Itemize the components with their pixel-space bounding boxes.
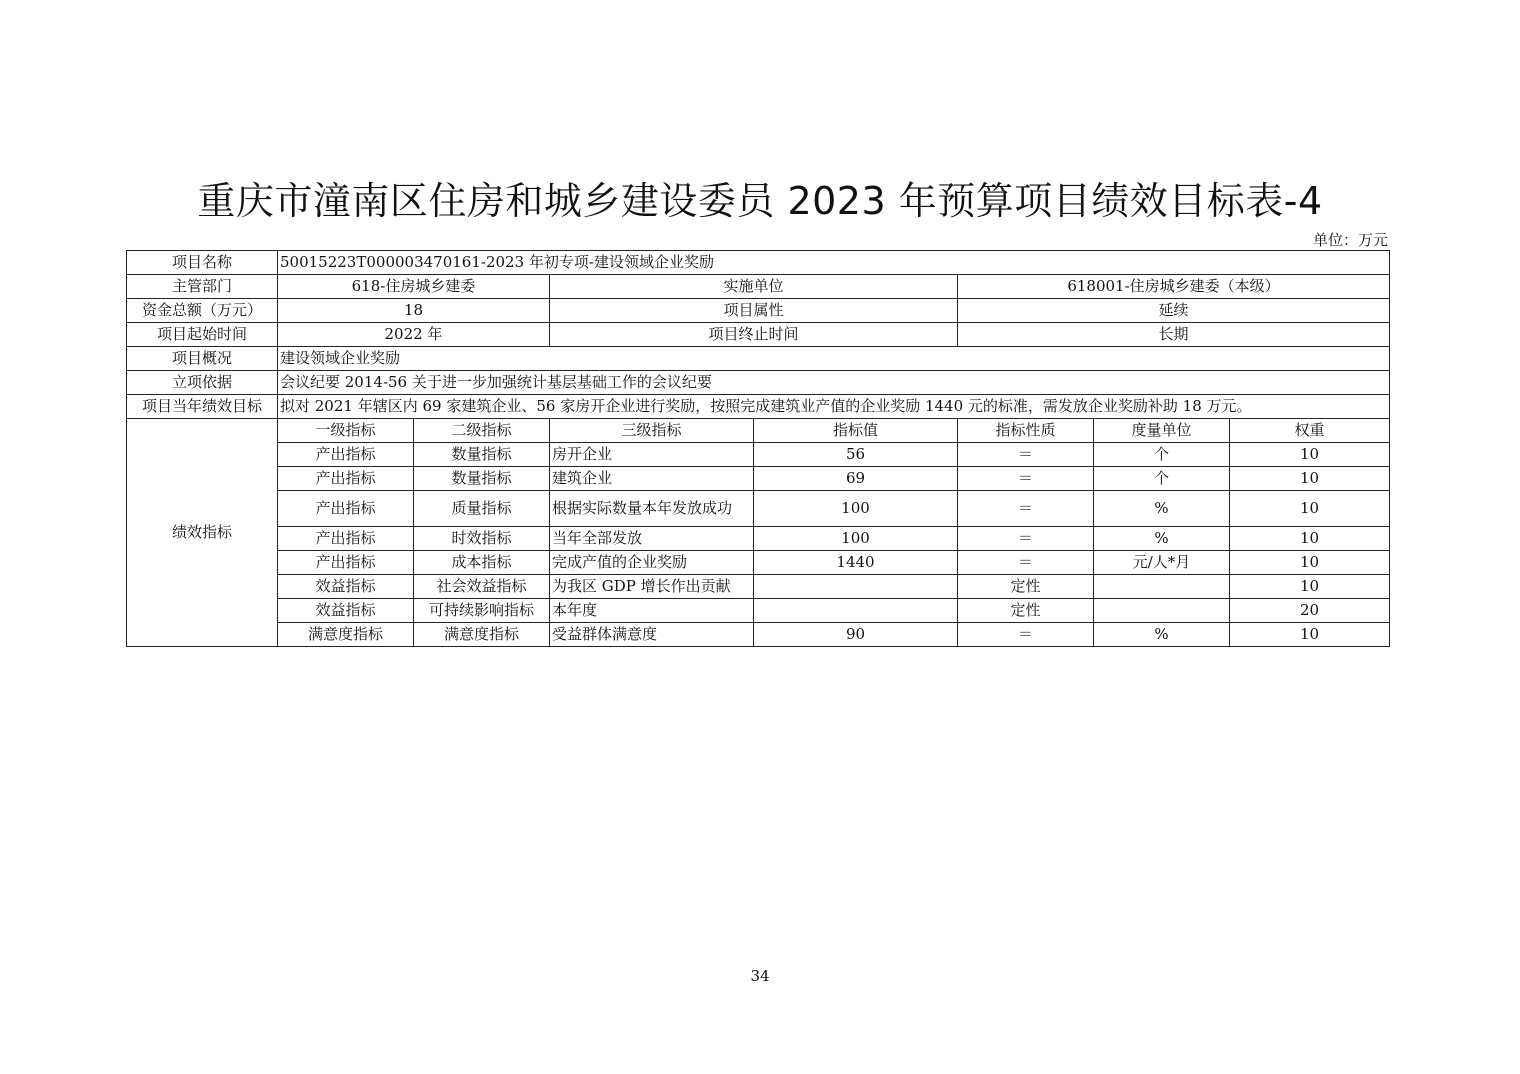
indicator-level1: 产出指标 [278,551,414,575]
goal-label: 项目当年绩效目标 [127,395,278,419]
indicator-weight: 10 [1230,623,1390,647]
indicator-value: 100 [754,491,958,527]
indicator-value: 69 [754,467,958,491]
indicator-unit: % [1094,527,1230,551]
indicator-level1: 产出指标 [278,491,414,527]
table-row [127,323,1390,347]
indicator-level3: 当年全部发放 [550,527,754,551]
indicator-value: 56 [754,443,958,467]
indicator-unit [1094,575,1230,599]
indicator-unit: % [1094,623,1230,647]
indicator-value: 100 [754,527,958,551]
indicator-nature: 定性 [958,575,1094,599]
dept-value: 618-住房城乡建委 [278,275,550,299]
indicator-value [754,599,958,623]
impl-value: 618001-住房城乡建委（本级） [958,275,1390,299]
indicators-section-label: 绩效指标 [127,419,278,647]
start-label: 项目起始时间 [127,323,278,347]
indicator-nature: ＝ [958,491,1094,527]
header-value: 指标值 [754,419,958,443]
overview-label: 项目概况 [127,347,278,371]
attr-label: 项目属性 [550,299,958,323]
indicator-level2: 社会效益指标 [414,575,550,599]
indicator-nature: ＝ [958,623,1094,647]
project-name-value: 50015223T000003470161-2023 年初专项-建设领域企业奖励 [278,251,1390,275]
page-number: 34 [750,967,770,985]
indicator-value: 90 [754,623,958,647]
dept-label: 主管部门 [127,275,278,299]
unit-label: 单位：万元 [1312,231,1388,249]
end-value: 长期 [958,323,1390,347]
indicator-level3: 完成产值的企业奖励 [550,551,754,575]
table-row [127,275,1390,299]
indicator-row [127,443,1390,467]
basis-label: 立项依据 [127,371,278,395]
indicator-weight: 10 [1230,443,1390,467]
indicator-weight: 10 [1230,551,1390,575]
header-nature: 指标性质 [958,419,1094,443]
indicator-unit: 个 [1094,443,1230,467]
goal-value: 拟对 2021 年辖区内 69 家建筑企业、56 家房开企业进行奖励，按照完成建筑业产值的企业奖励 1440 元的标准，需发放企业奖励补助 18 万元。 [278,395,1390,419]
indicator-nature: ＝ [958,551,1094,575]
indicator-row [127,575,1390,599]
indicator-weight: 10 [1230,527,1390,551]
end-label: 项目终止时间 [550,323,958,347]
indicator-level2: 满意度指标 [414,623,550,647]
indicator-level2: 质量指标 [414,491,550,527]
table-row [127,371,1390,395]
indicator-unit [1094,599,1230,623]
indicator-level3: 建筑企业 [550,467,754,491]
indicator-nature: 定性 [958,599,1094,623]
indicator-level1: 产出指标 [278,467,414,491]
start-value: 2022 年 [278,323,550,347]
overview-value: 建设领域企业奖励 [278,347,1390,371]
indicator-row [127,551,1390,575]
indicator-unit: 元/人*月 [1094,551,1230,575]
funds-value: 18 [278,299,550,323]
indicator-level2: 时效指标 [414,527,550,551]
indicator-row [127,491,1390,527]
indicator-level1: 产出指标 [278,527,414,551]
indicator-weight: 10 [1230,467,1390,491]
indicator-nature: ＝ [958,443,1094,467]
header-level2: 二级指标 [414,419,550,443]
indicator-level3: 根据实际数量本年发放成功 [550,491,754,527]
indicator-weight: 10 [1230,491,1390,527]
indicator-header-row [127,419,1390,443]
indicator-nature: ＝ [958,527,1094,551]
table-row [127,299,1390,323]
indicator-row [127,467,1390,491]
basis-value: 会议纪要 2014-56 关于进一步加强统计基层基础工作的会议纪要 [278,371,1390,395]
header-weight: 权重 [1230,419,1390,443]
indicator-value: 1440 [754,551,958,575]
indicator-weight: 20 [1230,599,1390,623]
indicator-level2: 数量指标 [414,467,550,491]
indicator-level3: 本年度 [550,599,754,623]
performance-table [126,250,1390,647]
indicator-nature: ＝ [958,467,1094,491]
indicator-row [127,623,1390,647]
indicator-row [127,527,1390,551]
indicator-weight: 10 [1230,575,1390,599]
indicator-level2: 可持续影响指标 [414,599,550,623]
table-row [127,251,1390,275]
indicator-level1: 效益指标 [278,575,414,599]
header-level3: 三级指标 [550,419,754,443]
page-title: 重庆市潼南区住房和城乡建设委员 2023 年预算项目绩效目标表-4 [197,179,1323,223]
indicator-level1: 效益指标 [278,599,414,623]
table-row [127,395,1390,419]
header-level1: 一级指标 [278,419,414,443]
indicator-level2: 成本指标 [414,551,550,575]
table-row [127,347,1390,371]
indicator-level1: 满意度指标 [278,623,414,647]
indicator-level1: 产出指标 [278,443,414,467]
indicator-unit: 个 [1094,467,1230,491]
indicator-value [754,575,958,599]
attr-value: 延续 [958,299,1390,323]
header-unit: 度量单位 [1094,419,1230,443]
impl-label: 实施单位 [550,275,958,299]
project-name-label: 项目名称 [127,251,278,275]
indicator-level3: 受益群体满意度 [550,623,754,647]
indicator-level3: 房开企业 [550,443,754,467]
indicator-row [127,599,1390,623]
indicator-level3: 为我区 GDP 增长作出贡献 [550,575,754,599]
funds-label: 资金总额（万元） [127,299,278,323]
indicator-unit: % [1094,491,1230,527]
indicator-level2: 数量指标 [414,443,550,467]
